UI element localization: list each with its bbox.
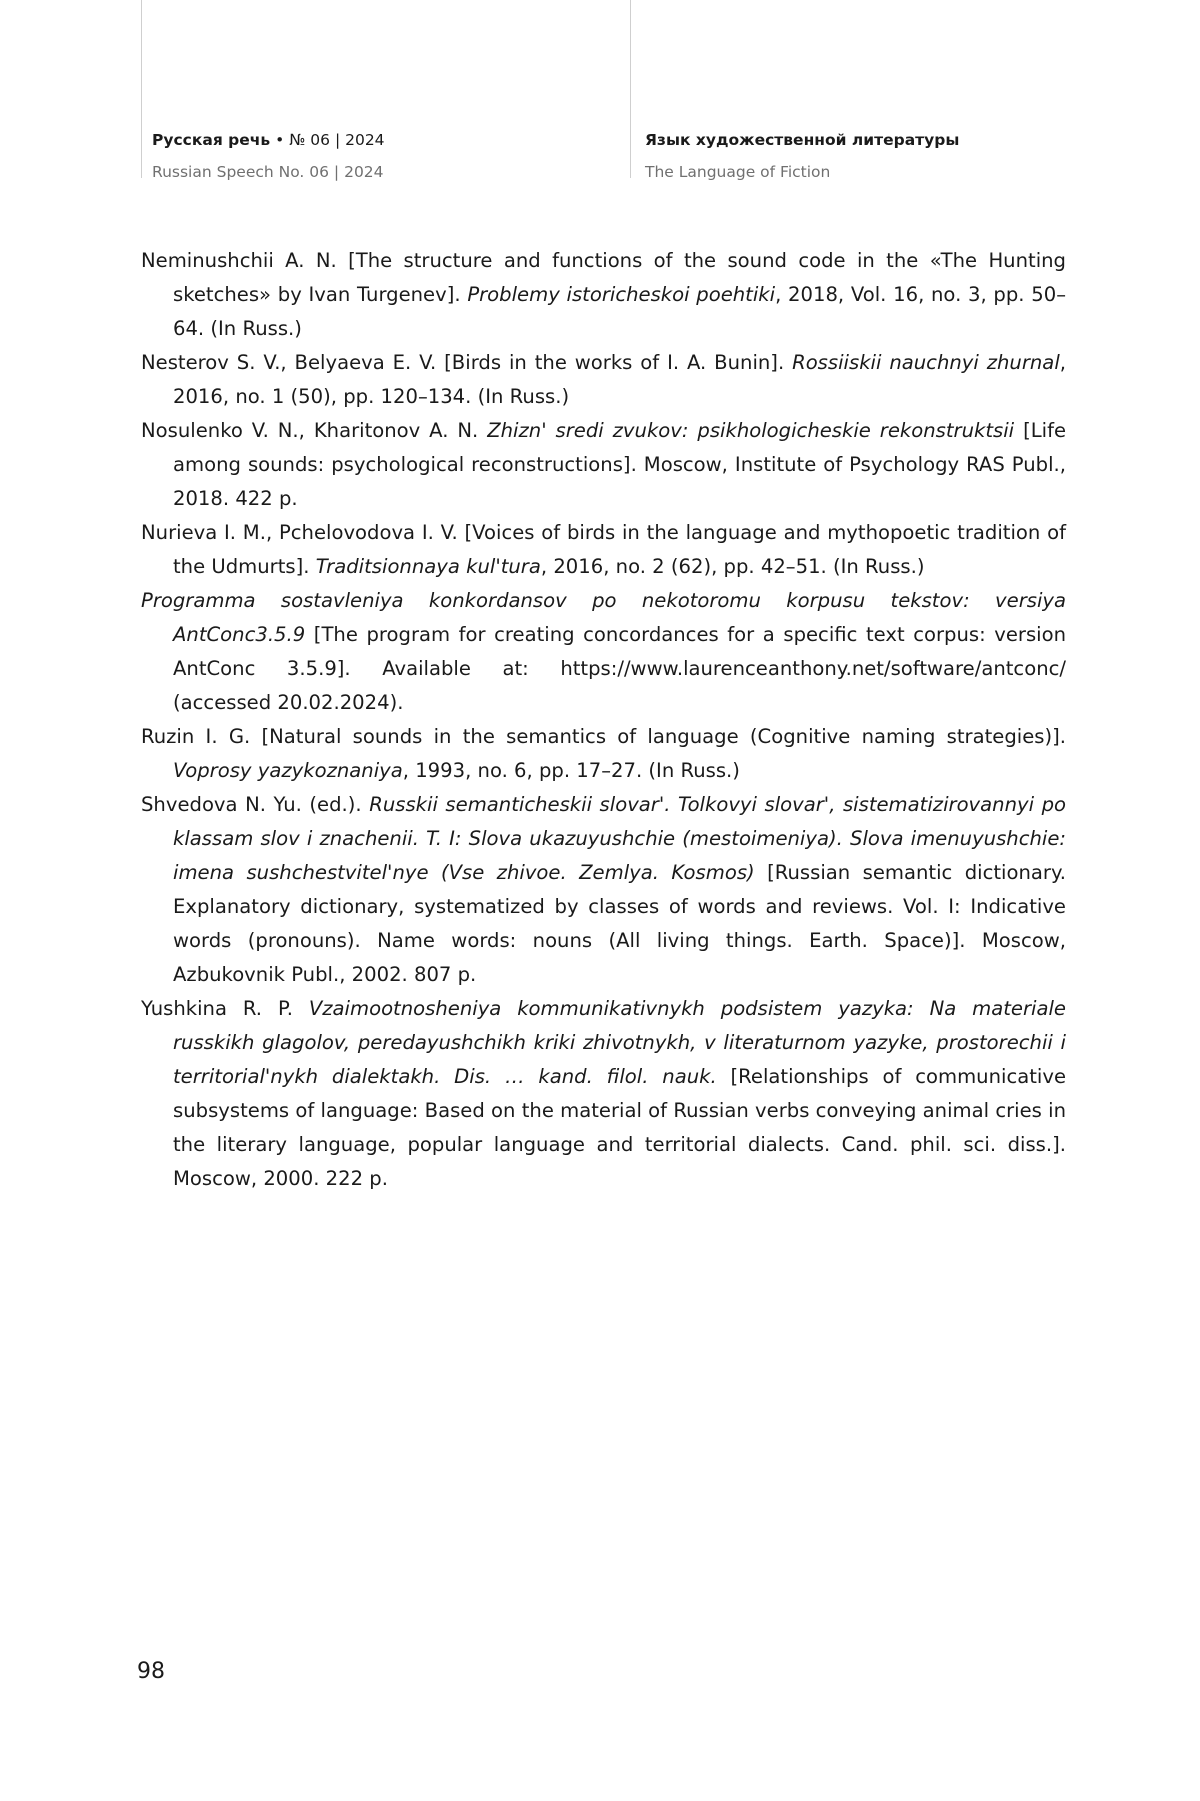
section-title-ru: Язык художественной литературы bbox=[645, 131, 960, 149]
reference-seg: [Russian semantic dictionary. Explanatory dictionary, systematized by classes of words and reviews. Vol. I: Indicative words (pronouns). Name words: nouns (All living things. Earth. Space)]. Moscow, Azbukovnik Publ., 2002. 807 p. bbox=[173, 861, 1066, 986]
section-title-en: The Language of Fiction bbox=[645, 163, 831, 181]
reference-seg: Nosulenko V. N., Kharitonov A. N. bbox=[141, 419, 488, 442]
reference-title: Vzaimootnosheniya kommunikativnykh podsistem yazyka: Na materiale russkikh glagolov, peredayushchikh kriki zhivotnykh, v literaturnom yazyke, prostorechii i territorial'nykh dialektakh. Dis. … kand. filol. nauk. bbox=[173, 997, 1066, 1088]
reference-title: Zhizn' sredi zvukov: psikhologicheskie rekonstruktsii bbox=[487, 419, 1015, 442]
journal-title-en: Russian Speech No. 06 | 2024 bbox=[152, 163, 384, 181]
reference-title: Russkii semanticheskii slovar'. Tolkovyi slovar', sistematizirovannyi po klassam slov i znachenii. T. I: Slova ukazuyushchie (mestoimeniya). Slova imenuyushchie: imena sushchestvitel'nye (Vse zhivoe. Zemlya. Kosmos) bbox=[173, 793, 1066, 884]
reference-item bbox=[141, 584, 1066, 720]
page-number: 98 bbox=[137, 1659, 165, 1684]
reference-item bbox=[141, 346, 1066, 414]
reference-title: Rossiiskii nauchnyi zhurnal bbox=[792, 351, 1060, 374]
reference-seg: Yushkina R. P. bbox=[141, 997, 309, 1020]
reference-seg: Shvedova N. Yu. (ed.). bbox=[141, 793, 370, 816]
header-left bbox=[152, 124, 385, 188]
journal-title-ru: Русская речь bbox=[152, 131, 271, 149]
reference-item bbox=[141, 414, 1066, 516]
reference-seg: Nurieva I. M., Pchelovodova I. V. [Voices of birds in the language and mythopoetic tradition of the Udmurts]. bbox=[141, 521, 1066, 578]
reference-title: Traditsionnaya kul'tura bbox=[315, 555, 541, 578]
bullet: • bbox=[275, 131, 285, 149]
reference-item bbox=[141, 788, 1066, 992]
reference-seg: [Relationships of communicative subsystems of language: Based on the material of Russian verbs conveying animal cries in the literary language, popular language and territorial dialects. Cand. phil. sci. diss.]. Moscow, 2000. 222 p. bbox=[173, 1065, 1066, 1190]
reference-seg: Nesterov S. V., Belyaeva E. V. [Birds in the works of I. A. Bunin]. bbox=[141, 351, 793, 374]
reference-seg: , 1993, no. 6, pp. 17–27. (In Russ.) bbox=[402, 759, 740, 782]
reference-seg: , 2016, no. 2 (62), pp. 42–51. (In Russ.) bbox=[540, 555, 925, 578]
reference-item bbox=[141, 244, 1066, 346]
reference-seg: Ruzin I. G. [Natural sounds in the semantics of language (Cognitive naming strategies)]. bbox=[141, 725, 1066, 748]
reference-seg: [The program for creating concordances for a specific text corpus: version AntConc 3.5.9]. Available at: https://www.laurenceanthony.net/software/antconc/ (accessed 20.02.2024). bbox=[173, 623, 1066, 714]
reference-title: Voprosy yazykoznaniya bbox=[173, 759, 403, 782]
reference-title: Programma sostavleniya konkordansov po nekotoromu korpusu tekstov: versiya AntConc3.5.9 bbox=[141, 589, 1066, 646]
reference-seg: Neminushchii A. N. [The structure and functions of the sound code in the «The Hunting sketches» by Ivan Turgenev]. bbox=[141, 249, 1066, 306]
header-right-rule bbox=[630, 0, 631, 178]
reference-seg: , 2016, no. 1 (50), pp. 120–134. (In Russ.) bbox=[173, 351, 1066, 408]
journal-title bbox=[152, 124, 385, 156]
reference-list bbox=[141, 244, 1066, 1196]
journal-issue: № 06 | 2024 bbox=[289, 131, 385, 149]
reference-item bbox=[141, 992, 1066, 1196]
reference-seg: , 2018, Vol. 16, no. 3, pp. 50–64. (In Russ.) bbox=[173, 283, 1066, 340]
reference-item bbox=[141, 720, 1066, 788]
reference-item bbox=[141, 516, 1066, 584]
reference-seg: [Life among sounds: psychological reconstructions]. Moscow, Institute of Psychology RAS Publ., 2018. 422 p. bbox=[173, 419, 1067, 510]
header-left-rule bbox=[141, 0, 142, 178]
reference-title: Problemy istoricheskoi poehtiki bbox=[467, 283, 776, 306]
header-right bbox=[645, 124, 959, 188]
